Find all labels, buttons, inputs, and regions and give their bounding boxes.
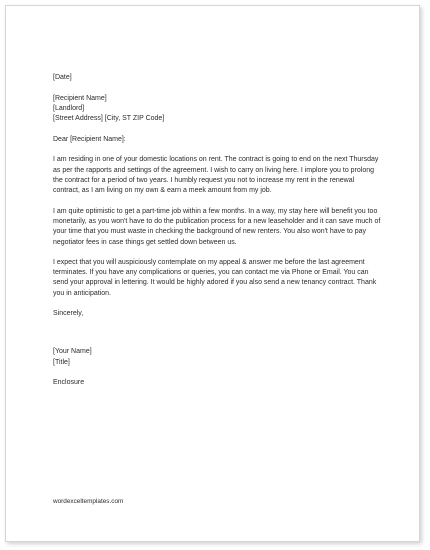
enclosure-note: Enclosure [53,379,85,387]
body-paragraph-3: I expect that you will auspiciously contemplate on my appeal & answer me before the last agreement terminates. If you have any complications or queries, you can contact me via Phone or Email. You can send your approval in lettering. It would be highly adored if you also send a new tenancy contract. Thank you in anticipation. [53,258,377,297]
recipient-block [53,94,381,125]
sender-name: [Your Name] [53,348,92,356]
salutation: Dear [Recipient Name]: [53,136,126,144]
body-paragraph-1: I am residing in one of your domestic locations on rent. The contract is going to end on the next Thursday as per the rapports and settings of the agreement. I wish to carry on living here. I implore you to prolong the contract for a period of two years. I humbly request you not to increase my rent in the renewal contract, as I am living on my own & earn a meek amount from my job. [53,156,379,195]
recipient-address: [Street Address] [City, ST ZIP Code] [53,115,165,123]
body-paragraph-2: I am quite optimistic to get a part-time job within a few months. In a way, my stay here will benefit you too monetarily, as you won't have to do the publication process for a new leaseholder and it can save much of your time that you must waste in checking the background of new renters. You also won't have to pay negotiator fees in case things get settled down between us. [53,207,381,246]
recipient-name: [Recipient Name] [53,94,107,102]
signature-block [53,347,381,368]
letter-body [53,73,381,389]
date-line: [Date] [53,74,72,81]
sender-title: [Title] [53,358,70,366]
recipient-title: [Landlord] [53,105,85,113]
website-watermark: wordexceltemplates.com [53,498,124,505]
closing: Sincerely, [53,310,84,318]
